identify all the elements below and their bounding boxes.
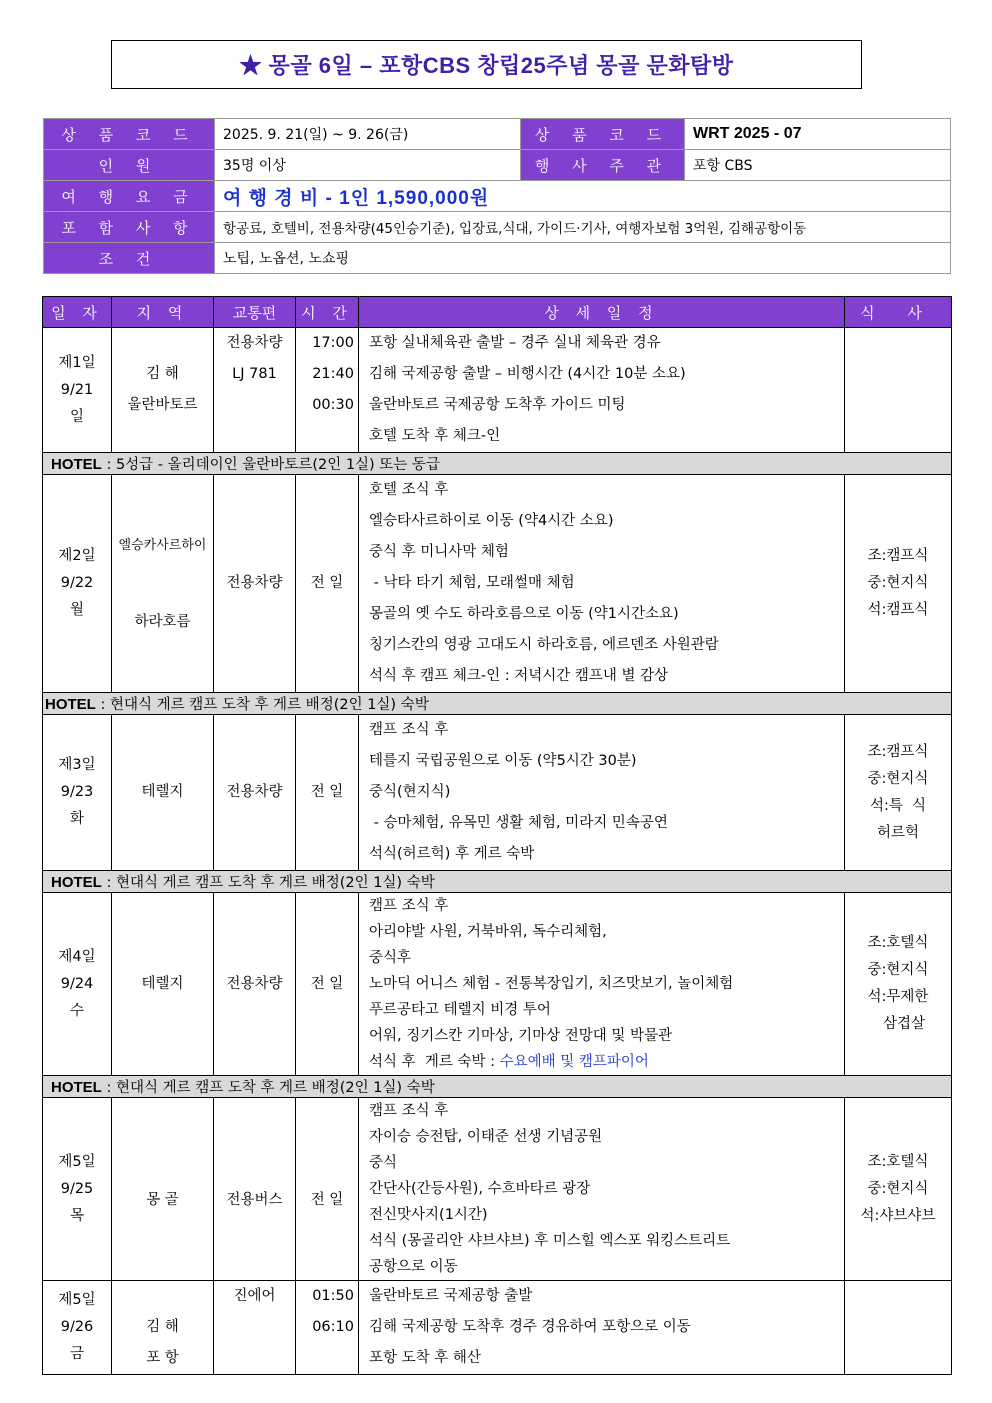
meals-cell xyxy=(845,328,952,453)
itinerary-row-day2 xyxy=(43,475,952,693)
host-name: 포항 CBS xyxy=(685,150,951,181)
details-cell: 호텔 조식 후 엘승타사르하이로 이동 (약4시간 소요) 중식 후 미니사막 체험 - 낙타 타기 체험, 모래썰매 체험 몽골의 옛 수도 하라호름으로 이동 (약1시간소요) 칭기스칸의 영광 고대도시 하라호름, 에르덴조 사원관람 석식 후 캠프 체크-인 : 저녁시간 캠프내 별 감상 xyxy=(359,475,845,693)
hotel-row: HOTEL : 현대식 게르 캠프 도착 후 게르 배정(2인 1실) 숙박 xyxy=(43,1076,952,1098)
itinerary-row-day4 xyxy=(43,893,952,1076)
meals-cell: 조:호텔식 중:현지식 석:무제한 삼겹살 xyxy=(845,893,952,1076)
day-cell: 제2일 9/22 월 xyxy=(43,475,112,693)
region-cell: 테렐지 xyxy=(112,893,214,1076)
itinerary-row-day6 xyxy=(43,1281,952,1375)
host-label: 행 사 주 관 xyxy=(521,150,685,181)
product-info-table xyxy=(43,118,951,274)
region-cell: 엘승카사르하이 하라호름 xyxy=(112,475,214,693)
highlight-text: 수요예배 및 캠프파이어 xyxy=(499,1054,649,1070)
day-cell: 제5일 9/26 금 xyxy=(43,1281,112,1375)
people-count: 35명 이상 xyxy=(215,150,521,181)
header-date: 일 자 xyxy=(43,297,112,328)
region-cell: 테렐지 xyxy=(112,715,214,871)
transport-cell: 전용차량 xyxy=(214,475,296,693)
transport-cell: 전용버스 xyxy=(214,1098,296,1281)
region-cell: 몽 골 xyxy=(112,1098,214,1281)
meals-cell: 조:캠프식 중:현지식 석:캠프식 xyxy=(845,475,952,693)
time-cell: 전 일 xyxy=(296,475,359,693)
meals-cell: 조:호텔식 중:현지식 석:샤브샤브 xyxy=(845,1098,952,1281)
conditions-text: 노팁, 노옵션, 노쇼핑 xyxy=(215,243,951,274)
hotel-row: HOTEL : 5성급 - 올리데이인 울란바토르(2인 1실) 또는 동급 xyxy=(43,453,952,475)
hotel-row: HOTEL : 현대식 게르 캠프 도착 후 게르 배정(2인 1실) 숙박 xyxy=(43,871,952,893)
meals-cell xyxy=(845,1281,952,1375)
itinerary-row-day5 xyxy=(43,1098,952,1281)
details-cell: 캠프 조식 후 자이승 승전탑, 이태준 선생 기념공원 중식 간단사(간등사원), 수흐바타르 광장 전신맛사지(1시간) 석식 (몽골리안 샤브샤브) 후 미스힐 엑스포 워킹스트리트 공항으로 이동 xyxy=(359,1098,845,1281)
travel-dates: 2025. 9. 21(일) ~ 9. 26(금) xyxy=(215,119,521,150)
hotel-row: HOTEL : 현대식 게르 캠프 도착 후 게르 배정(2인 1실) 숙박 xyxy=(43,693,952,715)
transport-cell: 진에어 xyxy=(214,1281,296,1375)
travel-fee: 여 행 경 비 - 1인 1,590,000원 xyxy=(215,181,951,212)
time-cell: 전 일 xyxy=(296,893,359,1076)
time-cell: 전 일 xyxy=(296,715,359,871)
itinerary-row-day1 xyxy=(43,328,952,453)
header-meals: 식 사 xyxy=(845,297,952,328)
region-cell: 김 해 포 항 xyxy=(112,1281,214,1375)
transport-cell: 전용차량 xyxy=(214,893,296,1076)
region-cell: 김 해 울란바토르 xyxy=(112,328,214,453)
time-cell: 01:50 06:10 xyxy=(296,1281,359,1375)
product-code-label-2: 상 품 코 드 xyxy=(521,119,685,150)
itinerary-table xyxy=(42,296,952,1375)
header-transport: 교통편 xyxy=(214,297,296,328)
transport-cell: 전용차량 xyxy=(214,715,296,871)
header-time: 시 간 xyxy=(296,297,359,328)
includes-text: 항공료, 호텔비, 전용차량(45인승기준), 입장료,식대, 가이드·기사, 여행자보험 3억원, 김해공항이동 xyxy=(215,212,951,243)
header-details: 상 세 일 정 xyxy=(359,297,845,328)
time-cell: 17:00 21:40 00:30 xyxy=(296,328,359,453)
day-cell: 제1일 9/21 일 xyxy=(43,328,112,453)
day-cell: 제3일 9/23 화 xyxy=(43,715,112,871)
product-code-label: 상 품 코 드 xyxy=(44,119,215,150)
page-title: ★ 몽골 6일 – 포항CBS 창립25주념 몽골 문화탐방 xyxy=(111,40,862,89)
day-cell: 제5일 9/25 목 xyxy=(43,1098,112,1281)
itinerary-row-day3 xyxy=(43,715,952,871)
product-code: WRT 2025 - 07 xyxy=(685,119,951,150)
meals-cell: 조:캠프식 중:현지식 석:특 식 허르헉 xyxy=(845,715,952,871)
time-cell: 전 일 xyxy=(296,1098,359,1281)
fee-label: 여 행 요 금 xyxy=(44,181,215,212)
details-cell: 캠프 조식 후 아리야발 사원, 거북바위, 독수리체험, 중식후 노마딕 어니스 체험 - 전통복장입기, 치즈맛보기, 놀이체험 푸르공타고 테렐지 비경 투어 어워, 징기스칸 기마상, 기마상 전망대 및 박물관 석식 후 게르 숙박 : 수요예배 및 캠프파이어 xyxy=(359,893,845,1076)
details-cell: 울란바토르 국제공항 출발 김해 국제공항 도착후 경주 경유하여 포항으로 이동 포항 도착 후 해산 xyxy=(359,1281,845,1375)
includes-label: 포 함 사 항 xyxy=(44,212,215,243)
people-label: 인 원 xyxy=(44,150,215,181)
details-cell: 포항 실내체육관 출발 – 경주 실내 체육관 경유 김해 국제공항 출발 – 비행시간 (4시간 10분 소요) 울란바토르 국제공항 도착후 가이드 미팅 호텔 도착 후 체크-인 xyxy=(359,328,845,453)
details-cell: 캠프 조식 후 테를지 국립공원으로 이동 (약5시간 30분) 중식(현지식) - 승마체험, 유목민 생활 체험, 미라지 민속공연 석식(허르헉) 후 게르 숙박 xyxy=(359,715,845,871)
conditions-label: 조 건 xyxy=(44,243,215,274)
transport-cell: 전용차량 LJ 781 xyxy=(214,328,296,453)
day-cell: 제4일 9/24 수 xyxy=(43,893,112,1076)
header-region: 지 역 xyxy=(112,297,214,328)
